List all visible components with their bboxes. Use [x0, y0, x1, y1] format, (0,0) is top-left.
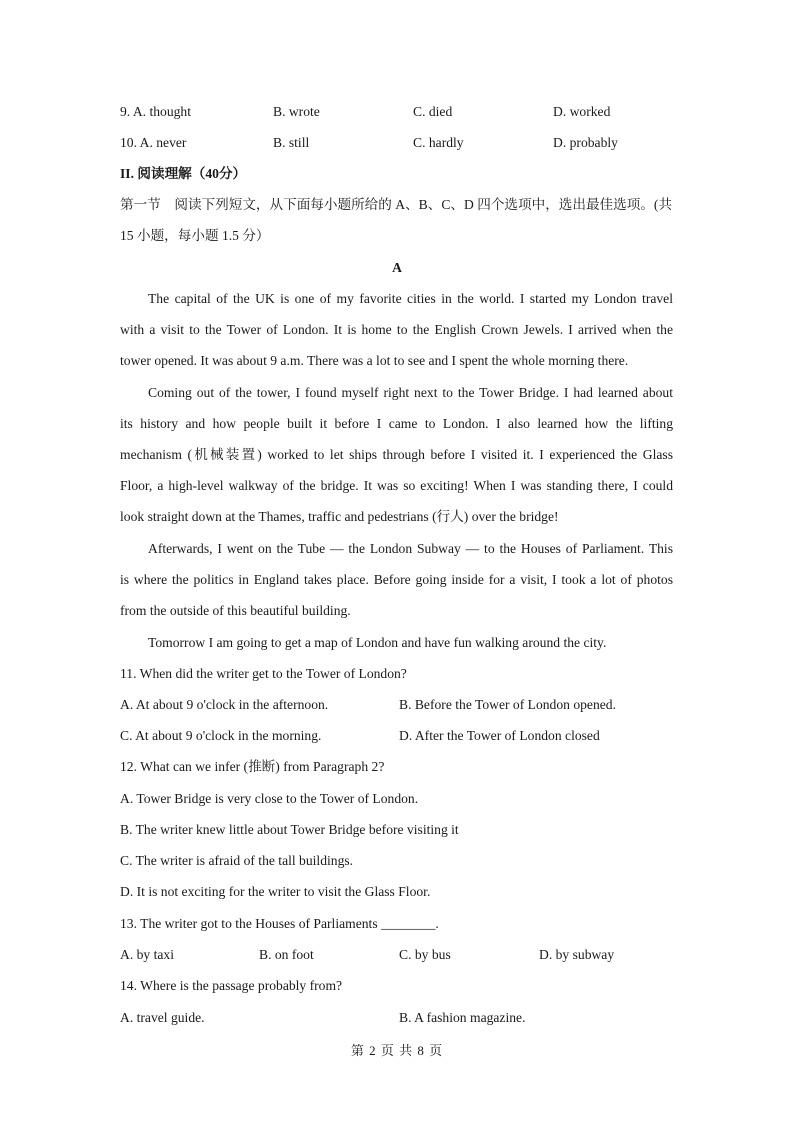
q9-option-b: B. wrote: [273, 104, 320, 119]
q9-option-d: D. worked: [553, 104, 611, 119]
page-number-footer: 第 2 页 共 8 页: [350, 1043, 444, 1058]
instructions-line-1: 第一节 阅读下列短文，从下面每小题所给的 A、B、C、D 四个选项中，选出最佳选项。(共: [120, 197, 673, 212]
p2-line-2: its history and how people built it before I came to London. I also learned how the lifting: [120, 416, 673, 431]
p2-line-4: Floor, a high-level walkway of the bridge. It was so exciting! When I was standing there, I could: [120, 478, 673, 493]
q11-option-d: D. After the Tower of London closed: [399, 728, 600, 743]
q12-option-a: A. Tower Bridge is very close to the Tower of London.: [120, 791, 419, 806]
instructions-line-2: 15 小题，每小题 1.5 分）: [120, 228, 270, 243]
q14-option-a: A. travel guide.: [120, 1010, 205, 1025]
section-heading: II. 阅读理解（40分）: [120, 166, 247, 181]
question-11-stem: 11. When did the writer get to the Tower of London?: [120, 666, 407, 681]
p2-line-5: look straight down at the Thames, traffic and pedestrians (行人) over the bridge!: [120, 509, 559, 524]
question-12-stem: 12. What can we infer (推断) from Paragraph 2?: [120, 759, 385, 774]
passage-paragraph-2: [120, 377, 673, 532]
p1-line-1: The capital of the UK is one of my favorite cities in the world. I started my London travel: [148, 291, 673, 306]
p1-line-2: with a visit to the Tower of London. It is home to the English Crown Jewels. I arrived when the: [120, 322, 673, 337]
q12-option-c: C. The writer is afraid of the tall buildings.: [120, 853, 354, 868]
q9-option-a: 9. A. thought: [120, 104, 191, 119]
q12-option-d: D. It is not exciting for the writer to visit the Glass Floor.: [120, 884, 431, 899]
q13-option-a: A. by taxi: [120, 947, 174, 962]
q13-option-b: B. on foot: [259, 947, 314, 962]
q11-option-b: B. Before the Tower of London opened.: [399, 697, 616, 712]
passage-label: A: [392, 260, 402, 275]
p3-line-1: Afterwards, I went on the Tube — the London Subway — to the Houses of Parliament. This: [148, 541, 673, 556]
p3-line-3: from the outside of this beautiful building.: [120, 603, 351, 618]
q10-option-b: B. still: [273, 135, 310, 150]
q11-option-c: C. At about 9 o'clock in the morning.: [120, 728, 322, 743]
q11-option-a: A. At about 9 o'clock in the afternoon.: [120, 697, 329, 712]
q13-option-d: D. by subway: [539, 947, 615, 962]
passage-paragraph-1: [120, 283, 673, 376]
q12-option-b: B. The writer knew little about Tower Bridge before visiting it: [120, 822, 459, 837]
q13-option-c: C. by bus: [399, 947, 451, 962]
p2-line-1: Coming out of the tower, I found myself right next to the Tower Bridge. I had learned about: [148, 385, 673, 400]
p4-line-1: Tomorrow I am going to get a map of London and have fun walking around the city.: [148, 635, 607, 650]
p1-line-3: tower opened. It was about 9 a.m. There was a lot to see and I spent the whole morning there.: [120, 353, 629, 368]
q9-option-c: C. died: [413, 104, 453, 119]
p2-line-3: mechanism (机械装置) worked to let ships through before I visited it. I experienced the Glass: [120, 447, 673, 462]
passage-paragraph-3: [120, 533, 673, 626]
p3-line-2: is where the politics in England takes place. Before going inside for a visit, I took a lot of photos: [120, 572, 673, 587]
q10-option-c: C. hardly: [413, 135, 464, 150]
q14-option-b: B. A fashion magazine.: [399, 1010, 526, 1025]
q10-option-d: D. probably: [553, 135, 618, 150]
question-13-stem: 13. The writer got to the Houses of Parliaments ________.: [120, 916, 439, 931]
question-14-stem: 14. Where is the passage probably from?: [120, 978, 343, 993]
q10-option-a: 10. A. never: [120, 135, 187, 150]
passage-paragraph-4: [120, 627, 673, 658]
